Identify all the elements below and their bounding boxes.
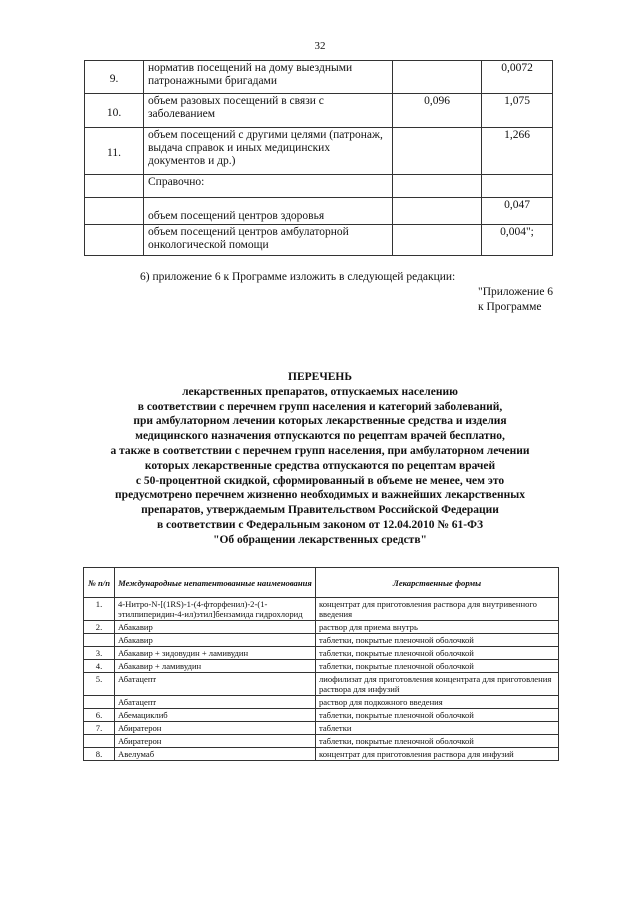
row-number <box>85 175 144 198</box>
drug-list-table <box>83 567 559 761</box>
row-number: 10. <box>85 94 144 128</box>
table-row <box>85 175 553 198</box>
cell-form: раствор для подкожного введения <box>316 696 559 709</box>
table-row <box>84 647 559 660</box>
row-description: объем посещений с другими целями (патронаж, выдача справок и иных медицинских документов и др.) <box>144 128 393 175</box>
row-description: объем посещений центров здоровья <box>144 198 393 225</box>
row-value-2: 0,004"; <box>482 225 553 256</box>
cell-number: 5. <box>84 673 115 696</box>
cell-form: концентрат для приготовления раствора для инфузий <box>316 748 559 761</box>
table-row <box>85 94 553 128</box>
row-description: Справочно: <box>144 175 393 198</box>
heading-line: с 50-процентной скидкой, сформированный в объеме не менее, чем это <box>135 474 505 487</box>
table-row <box>84 673 559 696</box>
document-heading <box>60 370 580 548</box>
cell-name: Абемациклиб <box>115 709 316 722</box>
table-row <box>84 598 559 621</box>
heading-line: "Об обращении лекарственных средств" <box>213 533 427 546</box>
cell-number <box>84 634 115 647</box>
row-value-2: 0,0072 <box>482 61 553 94</box>
cell-name: Абакавир + зидовудин + ламивудин <box>115 647 316 660</box>
cell-form: раствор для приема внутрь <box>316 621 559 634</box>
cell-name: Абатацепт <box>115 673 316 696</box>
row-number <box>85 225 144 256</box>
cell-form: таблетки, покрытые пленочной оболочкой <box>316 709 559 722</box>
row-description: объем разовых посещений в связи с заболеванием <box>144 94 393 128</box>
table-row <box>85 128 553 175</box>
cell-form: таблетки <box>316 722 559 735</box>
cell-form: таблетки, покрытые пленочной оболочкой <box>316 647 559 660</box>
cell-form: таблетки, покрытые пленочной оболочкой <box>316 735 559 748</box>
cell-number: 7. <box>84 722 115 735</box>
appendix-line: к Программе <box>478 301 542 313</box>
cell-number: 1. <box>84 598 115 621</box>
heading-line: препаратов, утверждаемым Правительством Российской Федерации <box>141 504 499 517</box>
table-header-row <box>84 568 559 598</box>
cell-name: Абиратерон <box>115 722 316 735</box>
cell-number: 8. <box>84 748 115 761</box>
amendment-instruction: 6) приложение 6 к Программе изложить в следующей редакции: <box>140 271 456 283</box>
cell-name: Авелумаб <box>115 748 316 761</box>
table-row <box>85 61 553 94</box>
table-row <box>84 722 559 735</box>
row-value-2: 1,075 <box>482 94 553 128</box>
cell-number: 6. <box>84 709 115 722</box>
cell-form: лиофилизат для приготовления концентрата для приготовления раствора для инфузий <box>316 673 559 696</box>
heading-line: при амбулаторном лечении которых лекарственные средства и изделия <box>133 415 507 428</box>
heading-line: а также в соответствии с перечнем групп населения, при амбулаторном лечении <box>110 444 530 457</box>
heading-line: медицинского назначения отпускаются по рецептам врачей бесплатно, <box>135 430 505 443</box>
column-header-name: Международные непатентованные наименования <box>115 568 316 598</box>
row-number: 9. <box>85 61 144 94</box>
table-row <box>84 748 559 761</box>
table-row <box>84 634 559 647</box>
heading-line: предусмотрено перечнем жизненно необходимых и важнейших лекарственных <box>115 489 525 502</box>
norms-table <box>84 60 553 256</box>
appendix-line: "Приложение 6 <box>478 286 554 298</box>
row-value-1 <box>393 225 482 256</box>
cell-number <box>84 735 115 748</box>
row-value-1 <box>393 61 482 94</box>
row-value-1 <box>393 198 482 225</box>
appendix-reference <box>478 285 553 315</box>
row-number <box>85 198 144 225</box>
row-value-2: 0,047 <box>482 198 553 225</box>
cell-number: 3. <box>84 647 115 660</box>
table-row <box>84 735 559 748</box>
page-number: 32 <box>314 40 326 52</box>
cell-number: 2. <box>84 621 115 634</box>
table-row <box>85 198 553 225</box>
row-description: норматив посещений на дому выездными патронажными бригадами <box>144 61 393 94</box>
heading-line: в соответствии с Федеральным законом от 12.04.2010 № 61-ФЗ <box>156 518 484 531</box>
table-row <box>85 225 553 256</box>
cell-form: таблетки, покрытые пленочной оболочкой <box>316 660 559 673</box>
cell-name: Абатацепт <box>115 696 316 709</box>
row-value-2 <box>482 175 553 198</box>
table-row <box>84 709 559 722</box>
row-description: объем посещений центров амбулаторной онкологической помощи <box>144 225 393 256</box>
heading-title: ПЕРЕЧЕНЬ <box>288 371 352 383</box>
row-number: 11. <box>85 128 144 175</box>
column-header-form: Лекарственные формы <box>316 568 559 598</box>
cell-number <box>84 696 115 709</box>
cell-name: Абакавир <box>115 634 316 647</box>
heading-line: лекарственных препаратов, отпускаемых населению <box>182 385 458 398</box>
table-row <box>84 621 559 634</box>
cell-form: концентрат для приготовления раствора для внутривенного введения <box>316 598 559 621</box>
table-row <box>84 660 559 673</box>
cell-name: 4-Нитро-N-[(1RS)-1-(4-фторфенил)-2-(1-этилпиперидин-4-ил)этил]бензамида гидрохлорид <box>115 598 316 621</box>
column-header-number: № п/п <box>84 568 115 598</box>
heading-line: которых лекарственные средства отпускаются по рецептам врачей <box>144 459 496 472</box>
row-value-1 <box>393 128 482 175</box>
cell-form: таблетки, покрытые пленочной оболочкой <box>316 634 559 647</box>
cell-number: 4. <box>84 660 115 673</box>
heading-line: в соответствии с перечнем групп населения и категорий заболеваний, <box>137 400 503 413</box>
row-value-1: 0,096 <box>393 94 482 128</box>
row-value-1 <box>393 175 482 198</box>
cell-name: Абиратерон <box>115 735 316 748</box>
cell-name: Абакавир + ламивудин <box>115 660 316 673</box>
row-value-2: 1,266 <box>482 128 553 175</box>
table-row <box>84 696 559 709</box>
cell-name: Абакавир <box>115 621 316 634</box>
